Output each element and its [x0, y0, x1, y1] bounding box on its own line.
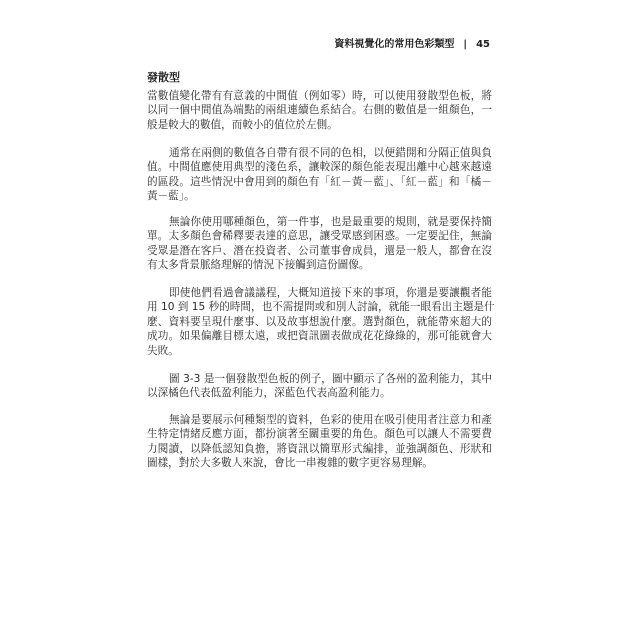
text-line: 有太多背景脈絡理解的情況下接觸到這份圖像。	[147, 259, 370, 272]
text-line: 通常在兩側的數值各自帶有很不同的色相，以便錯開和分隔正值與負	[169, 147, 492, 159]
text-line: 般是較大的數值，而較小的值位於左側。	[147, 118, 338, 131]
text-line: 當數值變化帶有有意義的中間值（例如零）時，可以使用發散型色板，將	[147, 90, 492, 102]
text-line: 即使他們看過會議議程，大概知道接下來的事項，你還是要讓觀者能	[169, 287, 492, 299]
text-line: 以深橘色代表低盈利能力，深藍色代表高盈利能力。	[147, 387, 391, 400]
page-number: 45	[476, 39, 490, 50]
text-line: 無論是要展示何種類型的資料，色彩的使用在吸引使用者注意力和產	[169, 414, 492, 426]
text-line: 無論你使用哪種顏色，第一件事，也是最重要的規則，就是要保持簡	[169, 216, 492, 228]
text-line: 的區段。這些情況中會用到的顏色有「紅－黃－藍」、「紅－藍」和「橘－	[147, 175, 492, 188]
text-line: 單。太多顏色會稀釋要表達的意思，讓受眾感到困惑。一定要記住，無論	[147, 230, 492, 243]
paragraph	[147, 215, 492, 273]
paragraph	[147, 372, 492, 401]
header-separator: |	[463, 39, 468, 50]
text-line: 圖 3-3 是一個發散型色板的例子，圖中顯示了各州的盈利能力，其中	[169, 373, 492, 385]
paragraph	[147, 89, 492, 132]
text-line: 成功。如果偏離目標太遠，或把資訊圖表做成花花綠綠的，那可能就會大	[147, 330, 492, 343]
chapter-title: 資料視覺化的常用色彩類型	[334, 39, 455, 50]
text-line: 黃－藍」。	[147, 190, 195, 203]
text-line: 失敗。	[147, 344, 179, 357]
text-line: 用 10 到 15 秒的時間，也不需提問或和別人討論，就能一眼看出主題是什	[147, 301, 495, 314]
text-line: 麼、資料要呈現什麼事、以及故事想說什麼。選對顏色，就能帶來超大的	[147, 315, 492, 328]
text-line: 以同一個中間值為端點的兩組連續色系結合。右側的數值是一組顏色，一	[147, 104, 492, 117]
text-line: 生特定情緒反應方面，都扮演著至關重要的角色。顏色可以讓人不需要費	[147, 428, 492, 441]
section-heading: 發散型	[147, 71, 180, 84]
paragraph	[147, 146, 492, 204]
text-line: 圖樣，對於大多數人來說，會比一串複雜的數字更容易理解。	[147, 457, 434, 470]
paragraph	[147, 413, 492, 471]
text-line: 受眾是潛在客戶、潛在投資者、公司董事會成員，還是一般人，都會在沒	[147, 244, 492, 257]
text-line: 力閱讀，以降低認知負擔，將資訊以簡單形式編排，並強調顏色、形狀和	[147, 442, 492, 455]
paragraph	[147, 286, 495, 358]
running-header	[334, 35, 490, 50]
text-line: 值。中間值應使用典型的淺色系，讓較深的顏色能表現出離中心越來越遠	[147, 161, 492, 174]
